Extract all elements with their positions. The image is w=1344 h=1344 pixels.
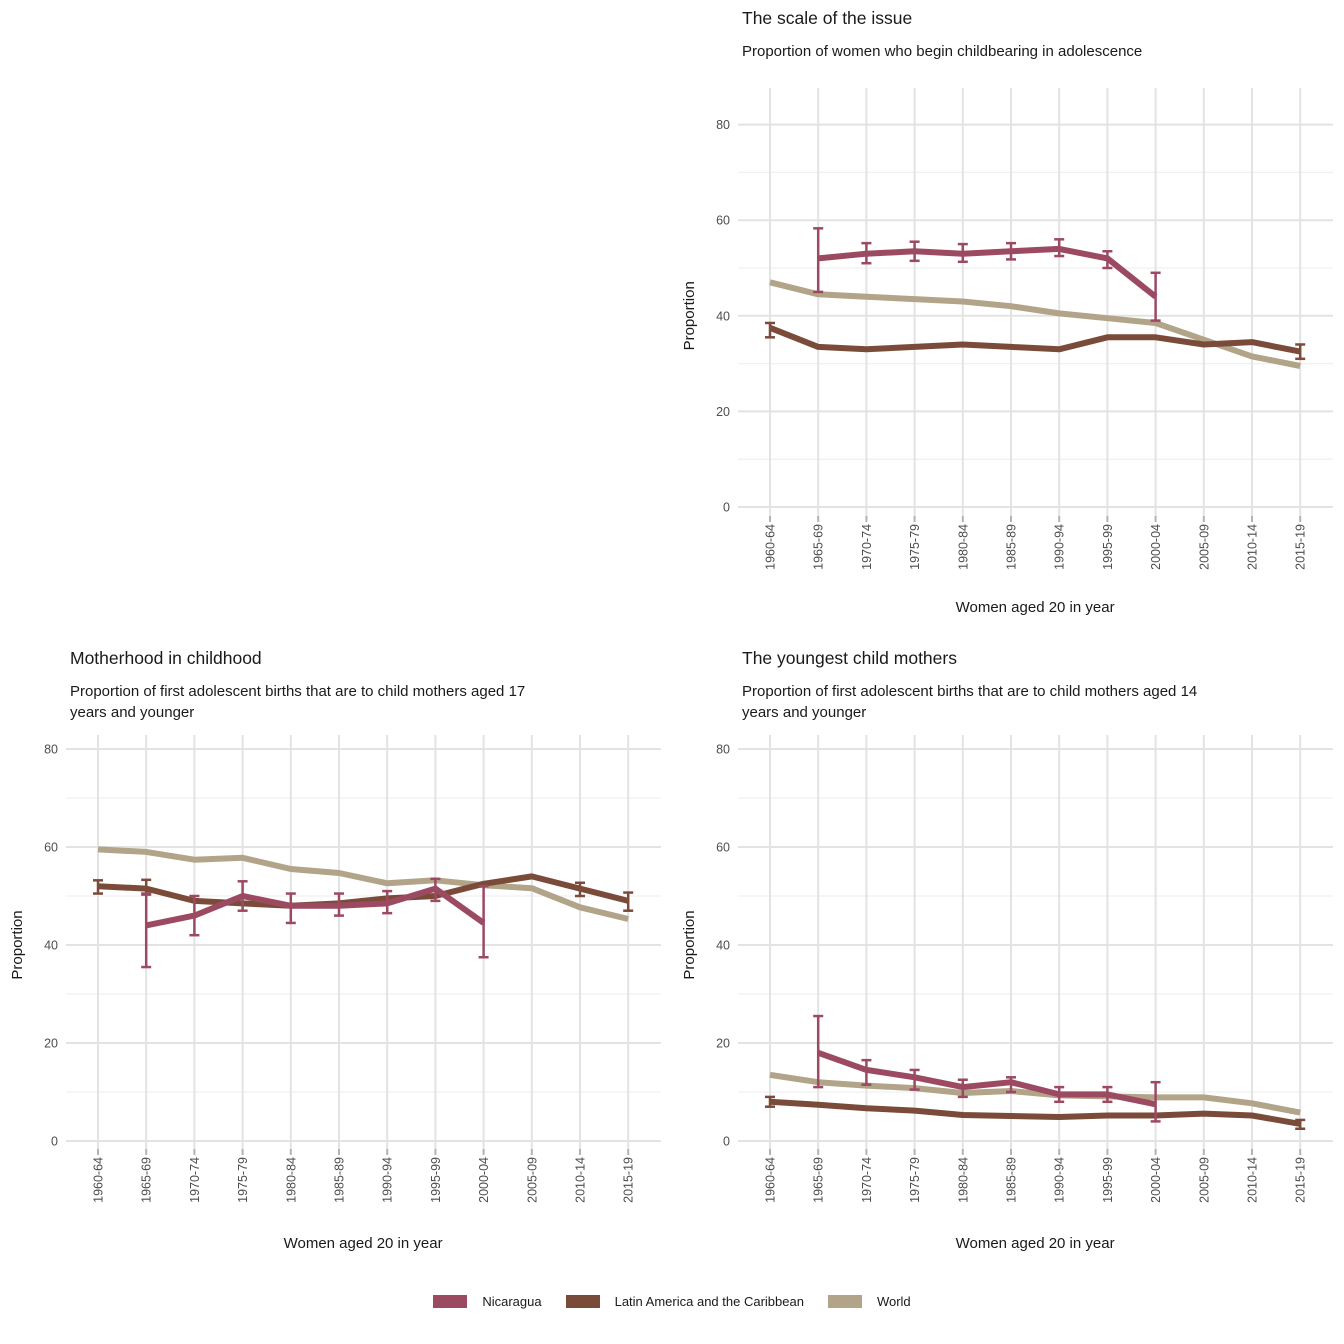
- svg-text:1980-84: 1980-84: [284, 1157, 299, 1203]
- svg-text:40: 40: [44, 938, 58, 953]
- svg-text:2010-14: 2010-14: [1245, 524, 1260, 570]
- chart-youngest-child-mothers: [672, 640, 1344, 1290]
- svg-text:80: 80: [44, 742, 58, 757]
- y-axis-title: Proportion: [681, 910, 698, 980]
- chart-title: The youngest child mothers: [742, 648, 957, 668]
- x-axis-labels: [92, 1157, 636, 1203]
- svg-text:2015-19: 2015-19: [1293, 1157, 1308, 1203]
- svg-text:80: 80: [716, 118, 730, 133]
- svg-text:60: 60: [716, 840, 730, 855]
- svg-text:0: 0: [723, 1134, 730, 1149]
- svg-text:1960-64: 1960-64: [91, 1157, 106, 1203]
- svg-text:0: 0: [723, 500, 730, 515]
- legend-swatch-world: [828, 1295, 862, 1308]
- svg-text:2000-04: 2000-04: [477, 1157, 492, 1203]
- line-latin-america-and-the-caribbean: [770, 1102, 1300, 1124]
- x-axis-ticks: [770, 516, 1300, 522]
- chart-subtitle: Proportion of first adolescent births that are to child mothers aged 17 years and younger: [70, 683, 526, 721]
- legend-label: World: [876, 1294, 911, 1309]
- svg-text:60: 60: [44, 840, 58, 855]
- x-axis-title: Women aged 20 in year: [283, 1235, 443, 1252]
- x-axis-labels: [764, 1157, 1308, 1203]
- svg-text:1960-64: 1960-64: [763, 1157, 778, 1203]
- line-world: [98, 849, 628, 919]
- svg-text:2005-09: 2005-09: [1197, 524, 1212, 570]
- svg-text:20: 20: [44, 1036, 58, 1051]
- svg-text:1960-64: 1960-64: [763, 524, 778, 570]
- svg-text:1985-89: 1985-89: [1004, 1157, 1019, 1203]
- legend-label: Nicaragua: [482, 1294, 542, 1309]
- svg-text:2005-09: 2005-09: [525, 1157, 540, 1203]
- legend-item-latin-america: [566, 1294, 804, 1309]
- svg-text:1995-99: 1995-99: [1100, 1157, 1115, 1203]
- legend-label: Latin America and the Caribbean: [614, 1294, 804, 1309]
- chart-motherhood-in-childhood: [0, 640, 672, 1290]
- svg-text:20: 20: [716, 404, 730, 419]
- y-axis-title: Proportion: [9, 910, 26, 980]
- svg-text:2000-04: 2000-04: [1149, 1157, 1164, 1203]
- x-axis-title: Women aged 20 in year: [955, 1235, 1115, 1252]
- svg-text:2015-19: 2015-19: [621, 1157, 636, 1203]
- svg-text:1965-69: 1965-69: [811, 524, 826, 570]
- y-axis-labels: [716, 118, 730, 514]
- svg-text:2010-14: 2010-14: [1245, 1157, 1260, 1203]
- svg-text:40: 40: [716, 938, 730, 953]
- plot-motherhood-in-childhood: [0, 640, 672, 1290]
- x-axis-title: Women aged 20 in year: [955, 599, 1115, 616]
- svg-text:60: 60: [716, 213, 730, 228]
- chart-title: Motherhood in childhood: [70, 648, 262, 668]
- series-latin-america-and-the-caribbean: [765, 323, 1305, 359]
- legend-swatch-nicaragua: [433, 1295, 467, 1308]
- plot-scale-of-issue: [672, 0, 1344, 640]
- svg-text:1975-79: 1975-79: [908, 1157, 923, 1203]
- line-world: [770, 282, 1300, 366]
- gridlines: [66, 735, 661, 1149]
- y-axis-labels: [716, 743, 730, 1149]
- svg-text:80: 80: [716, 742, 730, 757]
- svg-text:1990-94: 1990-94: [380, 1157, 395, 1203]
- svg-text:1995-99: 1995-99: [428, 1157, 443, 1203]
- svg-text:1970-74: 1970-74: [859, 1157, 874, 1203]
- svg-text:2005-09: 2005-09: [1197, 1157, 1212, 1203]
- svg-text:1975-79: 1975-79: [908, 524, 923, 570]
- svg-text:1985-89: 1985-89: [332, 1157, 347, 1203]
- gridlines: [738, 88, 1333, 516]
- series-world: [98, 849, 628, 919]
- x-axis-ticks: [98, 1149, 628, 1155]
- svg-text:1990-94: 1990-94: [1052, 524, 1067, 570]
- svg-text:2000-04: 2000-04: [1149, 524, 1164, 570]
- legend: [0, 1294, 1344, 1309]
- line-nicaragua: [818, 249, 1155, 297]
- y-axis-title: Proportion: [681, 281, 698, 351]
- svg-text:1995-99: 1995-99: [1100, 524, 1115, 570]
- svg-text:40: 40: [716, 309, 730, 324]
- series-world: [770, 282, 1300, 366]
- y-axis-labels: [44, 743, 58, 1149]
- svg-text:20: 20: [716, 1036, 730, 1051]
- chart-subtitle: Proportion of first adolescent births that are to child mothers aged 14 years and younger: [742, 683, 1198, 721]
- legend-item-world: [828, 1294, 911, 1309]
- chart-subtitle: Proportion of women who begin childbearing in adolescence: [742, 43, 1143, 60]
- x-axis-ticks: [770, 1149, 1300, 1155]
- svg-text:2010-14: 2010-14: [573, 1157, 588, 1203]
- svg-text:1965-69: 1965-69: [811, 1157, 826, 1203]
- series-nicaragua: [141, 879, 488, 967]
- svg-text:1970-74: 1970-74: [859, 524, 874, 570]
- svg-text:1970-74: 1970-74: [187, 1157, 202, 1203]
- chart-title: The scale of the issue: [742, 8, 913, 28]
- svg-text:2015-19: 2015-19: [1293, 524, 1308, 570]
- svg-text:1980-84: 1980-84: [956, 1157, 971, 1203]
- legend-item-nicaragua: [433, 1294, 541, 1309]
- svg-text:1990-94: 1990-94: [1052, 1157, 1067, 1203]
- chart-scale-of-issue: [672, 0, 1344, 640]
- x-axis-labels: [764, 524, 1308, 570]
- svg-text:1975-79: 1975-79: [236, 1157, 251, 1203]
- svg-text:1985-89: 1985-89: [1004, 524, 1019, 570]
- svg-text:1965-69: 1965-69: [139, 1157, 154, 1203]
- legend-swatch-latin-america: [566, 1295, 600, 1308]
- svg-text:1980-84: 1980-84: [956, 524, 971, 570]
- plot-youngest-child-mothers: [672, 640, 1344, 1290]
- svg-text:0: 0: [51, 1134, 58, 1149]
